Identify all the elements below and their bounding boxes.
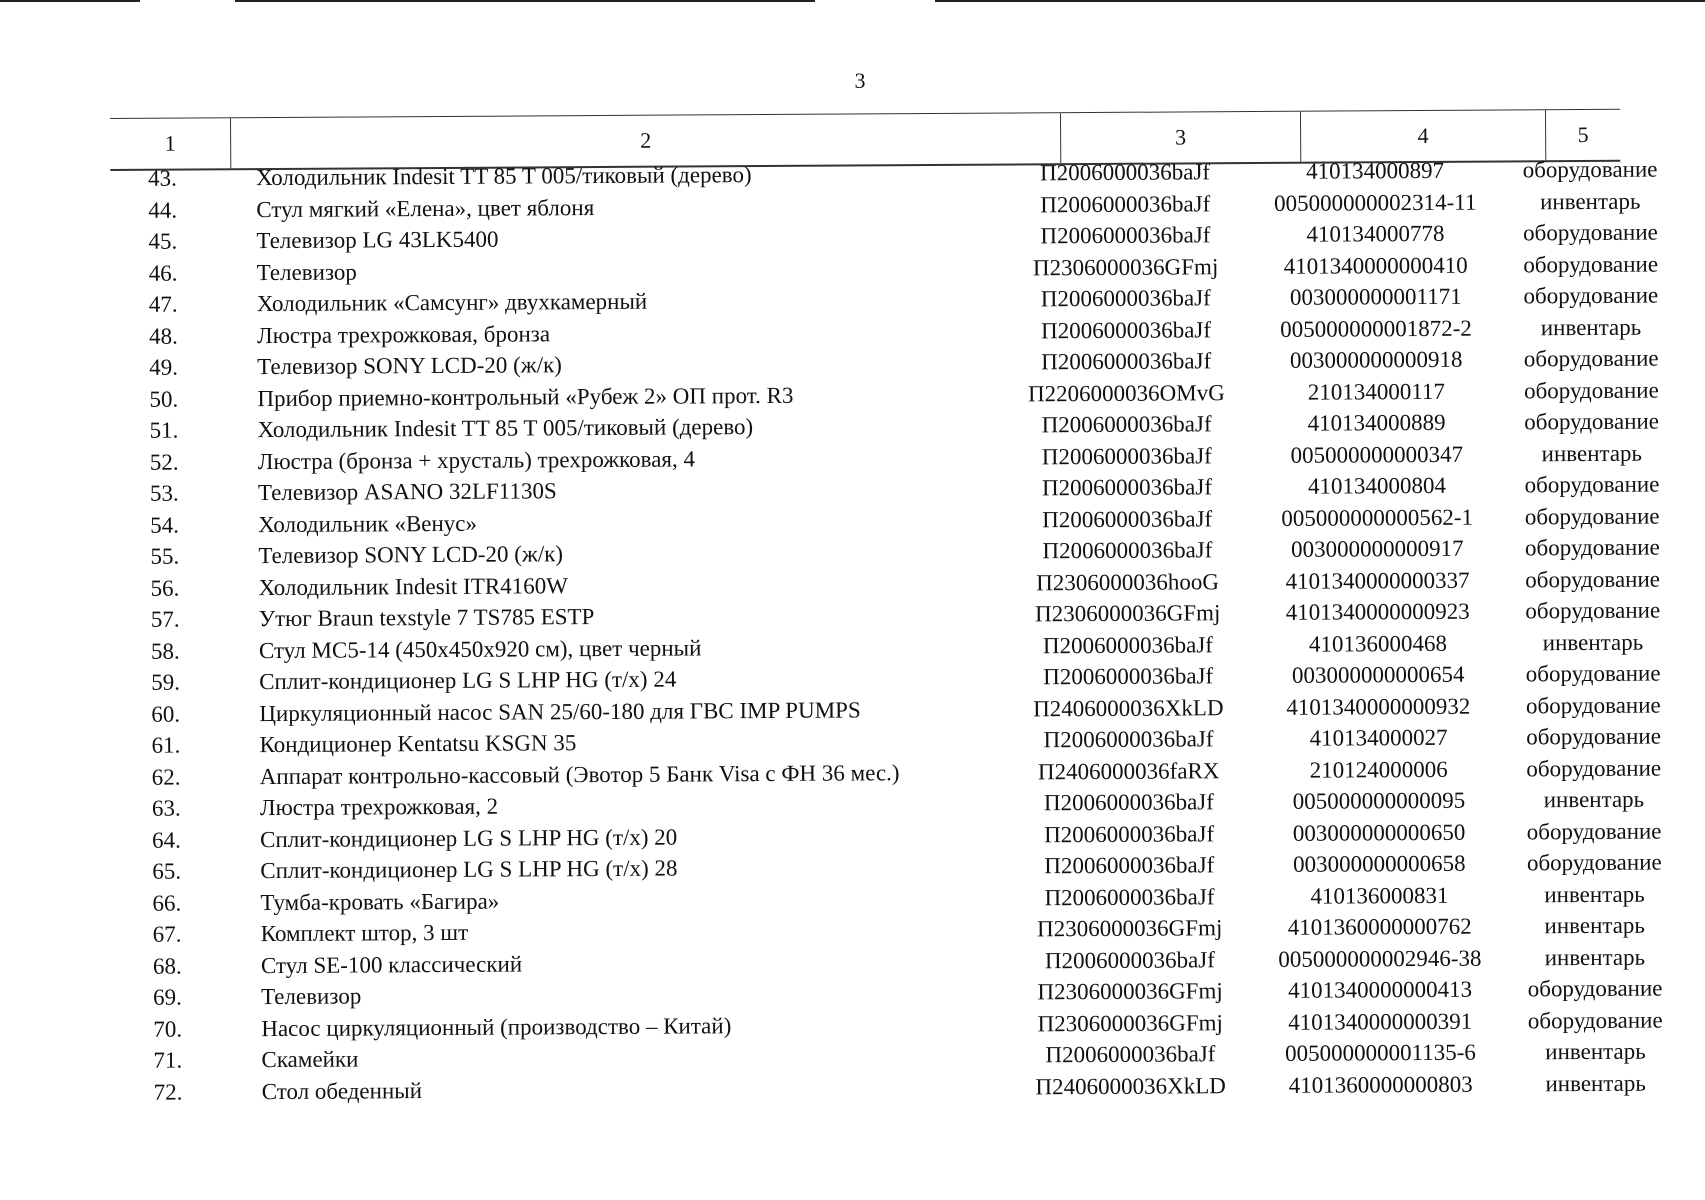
item-code: П2006000036baJf bbox=[1044, 883, 1215, 910]
item-name: Стул мягкий «Елена», цвет яблоня bbox=[256, 194, 595, 222]
item-category: оборудование bbox=[1524, 503, 1660, 529]
row-number: 60. bbox=[151, 701, 181, 727]
inventory-number: 005000000001135-6 bbox=[1284, 1039, 1476, 1066]
item-code: П2006000036baJf bbox=[1044, 946, 1215, 973]
item-category: оборудование bbox=[1525, 660, 1661, 687]
row-number: 69. bbox=[153, 984, 182, 1010]
row-number: 72. bbox=[153, 1079, 183, 1105]
item-category: оборудование bbox=[1526, 818, 1662, 844]
item-code: П2406000036XkLD bbox=[1035, 1072, 1226, 1099]
inventory-number: 003000000000658 bbox=[1292, 850, 1466, 877]
item-code: П2006000036baJf bbox=[1041, 442, 1212, 469]
inventory-number: 003000000000918 bbox=[1289, 346, 1463, 373]
item-name: Стул МС5-14 (450х450х920 см), цвет черный bbox=[258, 634, 702, 663]
row-number: 65. bbox=[152, 858, 182, 884]
item-name: Прибор приемно-контрольный «Рубеж 2» ОП прот. R3 bbox=[257, 382, 794, 411]
row-number: 49. bbox=[149, 354, 179, 380]
item-category: оборудование bbox=[1527, 1007, 1663, 1033]
row-number: 70. bbox=[153, 1016, 183, 1042]
item-code: П2006000036baJf bbox=[1040, 222, 1211, 249]
inventory-number: 4101340000000923 bbox=[1285, 598, 1470, 625]
inventory-number: 410136000468 bbox=[1308, 630, 1448, 657]
top-border-line bbox=[0, 0, 140, 2]
row-number: 58. bbox=[150, 638, 180, 664]
inventory-number: 005000000000347 bbox=[1290, 441, 1464, 468]
row-number: 50. bbox=[149, 386, 179, 412]
row-number: 59. bbox=[151, 669, 180, 695]
row-number: 52. bbox=[149, 449, 179, 475]
row-number: 46. bbox=[148, 260, 178, 286]
inventory-number: 410134000778 bbox=[1306, 220, 1445, 247]
inventory-number: 003000000000917 bbox=[1291, 535, 1464, 562]
item-name: Телевизор LG 43LK5400 bbox=[256, 226, 499, 254]
item-code: П2006000036baJf bbox=[1043, 789, 1214, 816]
item-category: оборудование bbox=[1525, 566, 1661, 592]
inventory-number: 005000000000562-1 bbox=[1281, 504, 1474, 531]
item-category: инвентарь bbox=[1540, 314, 1642, 340]
row-number: 47. bbox=[148, 291, 178, 317]
item-category: оборудование bbox=[1523, 377, 1659, 403]
row-number: 66. bbox=[152, 890, 182, 916]
item-name: Сплит-кондиционер LG S LHP HG (т/х) 28 bbox=[260, 855, 678, 884]
header-col-2: 2 bbox=[230, 113, 1060, 168]
item-name: Люстра трехрожковая, 2 bbox=[259, 793, 499, 821]
item-name: Люстра трехрожковая, бронза bbox=[256, 320, 551, 348]
inventory-number: 4101340000000410 bbox=[1283, 252, 1468, 279]
item-code: П2406000036XkLD bbox=[1033, 694, 1224, 721]
item-category: оборудование bbox=[1522, 219, 1658, 246]
item-name: Насос циркуляционный (производство – Китай) bbox=[261, 1012, 732, 1041]
inventory-number: 005000000002314-11 bbox=[1274, 189, 1477, 216]
inventory-number: 4101340000000391 bbox=[1288, 1008, 1473, 1035]
row-number: 68. bbox=[152, 953, 182, 979]
item-name: Циркуляционный насос SAN 25/60-180 для ГВС IMP PUMPS bbox=[259, 696, 861, 726]
item-code: П2306000036GFmj bbox=[1037, 978, 1223, 1005]
item-name: Телевизор bbox=[261, 983, 362, 1010]
row-number: 55. bbox=[150, 543, 180, 569]
item-name: Утюг Braun texstyle 7 TS785 ESTP bbox=[258, 604, 595, 632]
header-col-5: 5 bbox=[1545, 110, 1620, 160]
item-code: П2406000036faRX bbox=[1037, 757, 1220, 784]
header-col-1: 1 bbox=[164, 130, 176, 156]
item-name: Телевизор ASANO 32LF1130S bbox=[257, 478, 557, 506]
header-col-4: 4 bbox=[1300, 110, 1545, 161]
item-category: оборудование bbox=[1526, 755, 1662, 781]
item-category: инвентарь bbox=[1541, 440, 1643, 466]
item-name: Сплит-кондиционер LG S LHP HG (т/х) 24 bbox=[259, 666, 677, 695]
inventory-number: 4101360000000803 bbox=[1288, 1071, 1473, 1098]
item-name: Телевизор bbox=[256, 258, 357, 285]
item-category: оборудование bbox=[1524, 408, 1660, 435]
item-category: оборудование bbox=[1524, 534, 1660, 561]
item-code: П2006000036baJf bbox=[1043, 663, 1214, 690]
item-category: оборудование bbox=[1525, 692, 1661, 718]
item-category: оборудование bbox=[1526, 849, 1662, 876]
item-code: П2006000036baJf bbox=[1042, 631, 1213, 658]
inventory-number: 410136000831 bbox=[1310, 882, 1449, 909]
item-category: инвентарь bbox=[1544, 912, 1645, 939]
item-code: П2306000036GFmj bbox=[1032, 253, 1219, 280]
item-category: оборудование bbox=[1525, 597, 1661, 624]
page-number: 3 bbox=[854, 68, 866, 93]
inventory-number: 410134000897 bbox=[1305, 157, 1445, 184]
item-category: инвентарь bbox=[1543, 786, 1645, 813]
row-number: 51. bbox=[149, 417, 179, 443]
item-code: П2006000036baJf bbox=[1041, 348, 1212, 375]
item-code: П2306000036GFmj bbox=[1035, 600, 1221, 627]
item-category: инвентарь bbox=[1544, 944, 1646, 970]
item-name: Холодильник «Самсунг» двухкамерный bbox=[256, 288, 648, 317]
item-name: Сплит-кондиционер LG S LHP HG (т/х) 20 bbox=[260, 824, 678, 852]
item-name: Телевизор SONY LCD-20 (ж/к) bbox=[258, 541, 564, 569]
inventory-number: 210124000006 bbox=[1309, 756, 1448, 783]
top-border-line bbox=[235, 0, 815, 2]
item-name: Аппарат контрольно-кассовый (Эвотор 5 Банк Visa с ФН 36 мес.) bbox=[259, 759, 900, 789]
inventory-number: 210134000117 bbox=[1307, 378, 1446, 405]
row-number: 56. bbox=[150, 575, 180, 601]
item-category: оборудование bbox=[1523, 282, 1659, 309]
item-code: П2206000036OMvG bbox=[1027, 379, 1225, 406]
item-code: П2006000036baJf bbox=[1044, 820, 1215, 847]
item-category: оборудование bbox=[1523, 251, 1659, 277]
inventory-number: 003000000001171 bbox=[1289, 283, 1462, 310]
inventory-number: 4101340000000932 bbox=[1286, 693, 1471, 720]
row-number: 63. bbox=[151, 795, 181, 821]
top-border-line bbox=[935, 0, 1705, 2]
header-col-3: 3 bbox=[1060, 112, 1300, 163]
item-category: оборудование bbox=[1524, 471, 1660, 498]
item-code: П2006000036baJf bbox=[1044, 852, 1215, 879]
item-name: Холодильник Indesit TT 85 T 005/тиковый (дерево) bbox=[257, 414, 754, 443]
inventory-number: 003000000000650 bbox=[1292, 819, 1466, 846]
inventory-number: 005000000001872-2 bbox=[1280, 315, 1472, 342]
item-name: Кондиционер Kentatsu KSGN 35 bbox=[259, 730, 577, 758]
item-name: Телевизор SONY LCD-20 (ж/к) bbox=[257, 352, 562, 380]
item-name: Холодильник Indesit ITR4160W bbox=[258, 572, 568, 600]
table-body bbox=[110, 155, 1663, 1109]
item-code: П2006000036baJf bbox=[1043, 726, 1214, 753]
item-name: Люстра (бронза + хрусталь) трехрожковая, 4 bbox=[257, 445, 696, 474]
item-code: П2006000036baJf bbox=[1041, 474, 1213, 501]
item-category: оборудование bbox=[1526, 723, 1661, 750]
row-number: 71. bbox=[153, 1047, 183, 1073]
row-number: 57. bbox=[150, 606, 180, 632]
item-code: П2306000036GFmj bbox=[1037, 1009, 1223, 1036]
item-name: Стол обеденный bbox=[261, 1077, 423, 1104]
item-name: Тумба-кровать «Багира» bbox=[260, 888, 500, 915]
row-number: 44. bbox=[148, 197, 178, 223]
item-code: П2006000036baJf bbox=[1042, 537, 1213, 564]
inventory-number: 4101360000000762 bbox=[1287, 913, 1472, 940]
item-name: Скамейки bbox=[261, 1046, 359, 1073]
item-category: инвентарь bbox=[1542, 629, 1644, 655]
row-number: 54. bbox=[150, 512, 180, 538]
row-number: 43. bbox=[148, 165, 177, 191]
item-name: Комплект штор, 3 шт bbox=[260, 919, 469, 947]
item-name: Холодильник «Венус» bbox=[258, 510, 478, 537]
inventory-number: 410134000027 bbox=[1309, 724, 1448, 751]
item-code: П2006000036baJf bbox=[1042, 505, 1213, 532]
item-category: оборудование bbox=[1522, 156, 1658, 183]
item-category: инвентарь bbox=[1545, 1070, 1646, 1096]
item-code: П2006000036baJf bbox=[1040, 190, 1211, 217]
row-number: 67. bbox=[152, 921, 182, 947]
item-category: оборудование bbox=[1523, 345, 1659, 372]
row-number: 53. bbox=[149, 480, 179, 506]
inventory-number: 005000000000095 bbox=[1292, 787, 1466, 814]
inventory-number: 005000000002946-38 bbox=[1278, 945, 1482, 972]
item-code: П2306000036GFmj bbox=[1036, 915, 1223, 942]
row-number: 62. bbox=[151, 764, 181, 790]
item-code: П2006000036baJf bbox=[1041, 411, 1212, 438]
inventory-number: 4101340000000337 bbox=[1285, 567, 1470, 594]
item-category: инвентарь bbox=[1544, 881, 1645, 907]
row-number: 45. bbox=[148, 228, 178, 254]
item-category: оборудование bbox=[1527, 975, 1663, 1002]
item-name: Холодильник Indesit TT 85 T 005/тиковый (дерево) bbox=[256, 162, 752, 191]
row-number: 61. bbox=[151, 732, 181, 758]
row-number: 64. bbox=[152, 827, 181, 853]
item-code: П2306000036hooG bbox=[1036, 568, 1220, 595]
item-code: П2006000036baJf bbox=[1040, 159, 1211, 186]
inventory-number: 4101340000000413 bbox=[1287, 976, 1473, 1003]
item-code: П2006000036baJf bbox=[1045, 1041, 1216, 1068]
inventory-number: 410134000889 bbox=[1307, 409, 1446, 436]
inventory-number: 003000000000654 bbox=[1291, 661, 1465, 688]
item-category: инвентарь bbox=[1539, 188, 1641, 214]
inventory-number: 410134000804 bbox=[1307, 472, 1447, 499]
item-name: Стул SE-100 классический bbox=[260, 950, 523, 978]
item-code: П2006000036baJf bbox=[1040, 316, 1212, 343]
row-number: 48. bbox=[148, 323, 178, 349]
item-code: П2006000036baJf bbox=[1040, 285, 1211, 312]
item-category: инвентарь bbox=[1545, 1038, 1646, 1065]
